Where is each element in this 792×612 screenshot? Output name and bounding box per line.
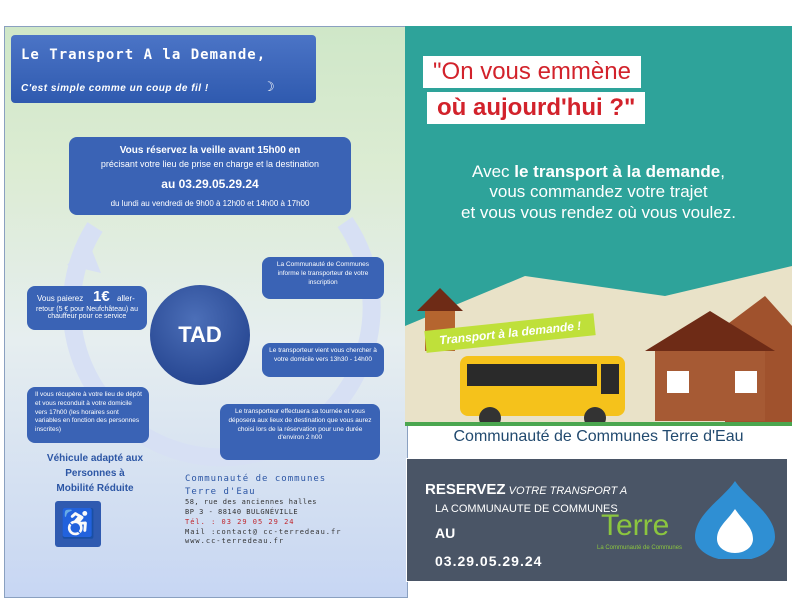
flyer-subtitle: C'est simple comme un coup de fil ! <box>21 83 209 94</box>
tad-flyer <box>4 26 408 598</box>
contact-phone: Tél. : 03 29 05 29 24 <box>185 517 295 526</box>
logo-text: Terre <box>601 509 670 542</box>
pay-suffix: aller- <box>117 294 135 303</box>
reserve-line2: précisant votre lieu de prise en charge et la destination <box>100 159 320 169</box>
reservation-box <box>69 137 351 215</box>
tagline-a: Avec <box>472 162 515 181</box>
bus-illustration <box>405 26 792 426</box>
title-box <box>11 35 316 103</box>
vehicle-adapted-text: Véhicule adapté aux Personnes à Mobilité Réduite <box>46 453 144 494</box>
contact-website[interactable]: www.cc-terredeau.fr <box>185 537 285 546</box>
reservez-word: RESERVEZ <box>425 481 506 498</box>
reservez-rest: VOTRE TRANSPORT A <box>505 485 628 497</box>
quote-line2: où aujourd'hui ?" <box>427 92 645 124</box>
tagline-b: le transport à la demande <box>514 162 721 181</box>
tagline-line3: et vous vous rendez où vous voulez. <box>461 202 736 222</box>
phone-number: 03.29.05.29.24 <box>435 553 543 569</box>
reserve-line1: Vous réservez la veille avant 15h00 en <box>119 145 301 156</box>
transport-banner: Transport à la demande ! <box>424 313 596 353</box>
wheelchair-icon: ♿ <box>55 501 101 547</box>
logo-subtext: La Communauté de Communes <box>597 545 683 551</box>
reservation-panel <box>406 458 788 582</box>
flyer-title: Le Transport A la Demande, <box>21 47 267 63</box>
step-inscription: La Communauté de Communes informe le transporteur de votre inscription <box>262 257 384 299</box>
reserve-hours: du lundi au vendredi de 9h00 à 12h00 et 14h00 à 17h00 <box>110 199 310 208</box>
promo-poster <box>405 26 792 426</box>
tagline-line2: vous commandez votre trajet <box>489 182 708 202</box>
step-domicile: Le transporteur vient vous chercher à votre domicile vers 13h30 - 14h00 <box>262 343 384 377</box>
contact-org: Communauté de communes <box>185 474 327 484</box>
step-tournee: Le transporteur effectuera sa tournée et vous déposera aux lieux de destination que vous aurez choisi lors de la réservation pour une durée d'environ 2 h00 <box>220 404 380 460</box>
contact-org-name: Terre d'Eau <box>185 486 256 497</box>
pay-detail: retour (5 € pour Neufchâteau) au chauffeur pour ce service <box>36 306 138 320</box>
terre-deau-logo <box>597 479 777 564</box>
tagline-c: , <box>720 162 725 181</box>
pay-prefix: Vous paierez <box>37 294 84 303</box>
au-text: AU <box>435 525 456 541</box>
tad-circle: TAD <box>150 285 250 385</box>
community-line: LA COMMUNAUTE DE COMMUNES <box>435 503 618 515</box>
quote-line1: "On vous emmène <box>423 56 641 88</box>
pay-amount: 1€ <box>93 288 110 305</box>
phone-icon: ☽ <box>263 79 275 94</box>
contact-block <box>185 473 341 547</box>
community-name: Communauté de Communes Terre d'Eau <box>453 428 744 445</box>
reserve-phone: au 03.29.05.29.24 <box>161 177 259 191</box>
step-retour: Il vous récupère à votre lieu de dépôt et vous reconduit à votre domicile vers 17h00 (les horaires sont variables en fonction des personnes inscrites) <box>27 387 149 443</box>
contact-address1: 58, rue des anciennes halles <box>185 498 318 507</box>
contact-address2: BP 3 - 88140 BULGNÉVILLE <box>185 507 299 516</box>
contact-email[interactable]: Mail :contact@ cc-terredeau.fr <box>185 527 342 536</box>
step-payment <box>27 286 147 330</box>
